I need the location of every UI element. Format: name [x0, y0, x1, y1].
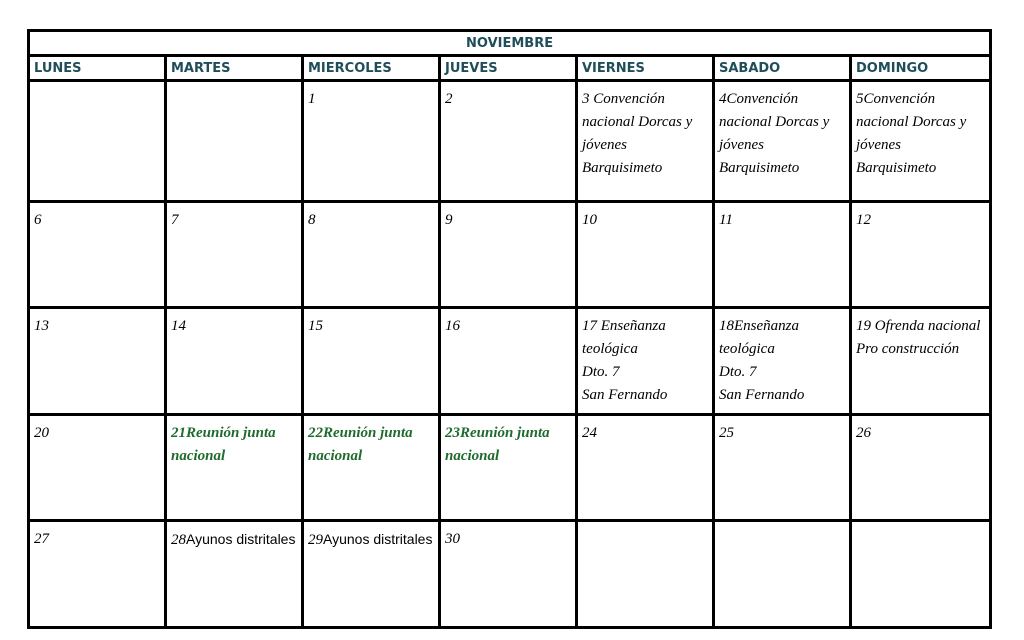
day-header-domingo: DOMINGO — [851, 56, 991, 81]
day-number: 25 — [719, 424, 734, 441]
day-header-miercoles: MIERCOLES — [303, 56, 440, 81]
day-cell — [714, 308, 851, 415]
day-header-martes: MARTES — [166, 56, 303, 81]
day-cell — [166, 414, 303, 521]
day-header-viernes: VIERNES — [577, 56, 714, 81]
event-text: Reunión junta nacional — [171, 424, 276, 464]
week-row — [29, 521, 991, 628]
calendar-table — [27, 29, 992, 629]
day-cell — [577, 81, 714, 202]
day-cell — [440, 308, 577, 415]
day-cell — [166, 521, 303, 628]
day-cell — [166, 201, 303, 308]
day-cell — [166, 308, 303, 415]
day-cell — [851, 308, 991, 415]
day-number: 17 — [582, 318, 597, 335]
day-number: 16 — [445, 318, 460, 335]
day-cell — [440, 414, 577, 521]
month-title: NOVIEMBRE — [29, 31, 991, 56]
week-row — [29, 81, 991, 202]
day-cell — [714, 201, 851, 308]
day-header-sabado: SABADO — [714, 56, 851, 81]
day-number: 29 — [308, 532, 323, 549]
day-number: 7 — [171, 211, 179, 228]
day-cell — [714, 414, 851, 521]
day-cell — [440, 521, 577, 628]
day-header-jueves: JUEVES — [440, 56, 577, 81]
day-number: 12 — [856, 211, 871, 228]
day-number: 1 — [308, 91, 316, 108]
day-number: 3 — [582, 91, 590, 108]
day-cell — [851, 414, 991, 521]
day-cell — [440, 201, 577, 308]
day-number: 2 — [445, 91, 453, 108]
event-text: Convención nacional Dorcas y jóvenes Barquisimeto — [582, 91, 693, 177]
day-number: 14 — [171, 318, 186, 335]
event-text: Ofrenda nacional Pro construcción — [856, 318, 981, 358]
day-cell — [303, 308, 440, 415]
event-text: Ayunos distritales — [323, 531, 433, 548]
day-cell — [29, 201, 166, 308]
day-cell — [29, 521, 166, 628]
day-number: 13 — [34, 318, 49, 335]
day-number: 26 — [856, 424, 871, 441]
day-number: 6 — [34, 211, 42, 228]
day-cell — [577, 521, 714, 628]
day-cell — [166, 81, 303, 202]
day-cell — [577, 308, 714, 415]
day-number: 24 — [582, 424, 597, 441]
day-number: 18 — [719, 318, 734, 335]
day-number: 21 — [171, 424, 186, 441]
day-number: 19 — [856, 318, 871, 335]
day-cell — [29, 308, 166, 415]
event-text: Convención nacional Dorcas y jóvenes Barquisimeto — [856, 91, 967, 177]
day-number: 10 — [582, 211, 597, 228]
day-cell — [851, 81, 991, 202]
day-number: 22 — [308, 424, 323, 441]
week-row — [29, 308, 991, 415]
day-cell — [303, 201, 440, 308]
day-cell — [851, 521, 991, 628]
day-cell — [303, 81, 440, 202]
day-cell — [29, 81, 166, 202]
day-cell — [714, 81, 851, 202]
day-cell — [303, 414, 440, 521]
event-text: Convención nacional Dorcas y jóvenes Barquisimeto — [719, 91, 830, 177]
event-text: Ayunos distritales — [186, 531, 296, 548]
day-number: 23 — [445, 424, 460, 441]
event-text: Reunión junta nacional — [308, 424, 413, 464]
event-text: Enseñanza teológica Dto. 7 San Fernando — [582, 318, 668, 404]
day-number: 20 — [34, 424, 49, 441]
day-cell — [577, 414, 714, 521]
day-number: 5 — [856, 91, 864, 108]
week-row — [29, 414, 991, 521]
day-cell — [440, 81, 577, 202]
day-number: 8 — [308, 211, 316, 228]
day-number: 28 — [171, 532, 186, 549]
event-text: Reunión junta nacional — [445, 424, 550, 464]
day-cell — [577, 201, 714, 308]
day-number: 30 — [445, 531, 460, 548]
day-cell — [714, 521, 851, 628]
day-header-lunes: LUNES — [29, 56, 166, 81]
day-cell — [303, 521, 440, 628]
day-number: 9 — [445, 211, 453, 228]
day-cell — [29, 414, 166, 521]
week-row — [29, 201, 991, 308]
day-number: 27 — [34, 531, 49, 548]
day-cell — [851, 201, 991, 308]
day-number: 4 — [719, 91, 727, 108]
day-number: 15 — [308, 318, 323, 335]
event-text: Enseñanza teológica Dto. 7 San Fernando — [719, 318, 805, 404]
day-number: 11 — [719, 211, 733, 228]
